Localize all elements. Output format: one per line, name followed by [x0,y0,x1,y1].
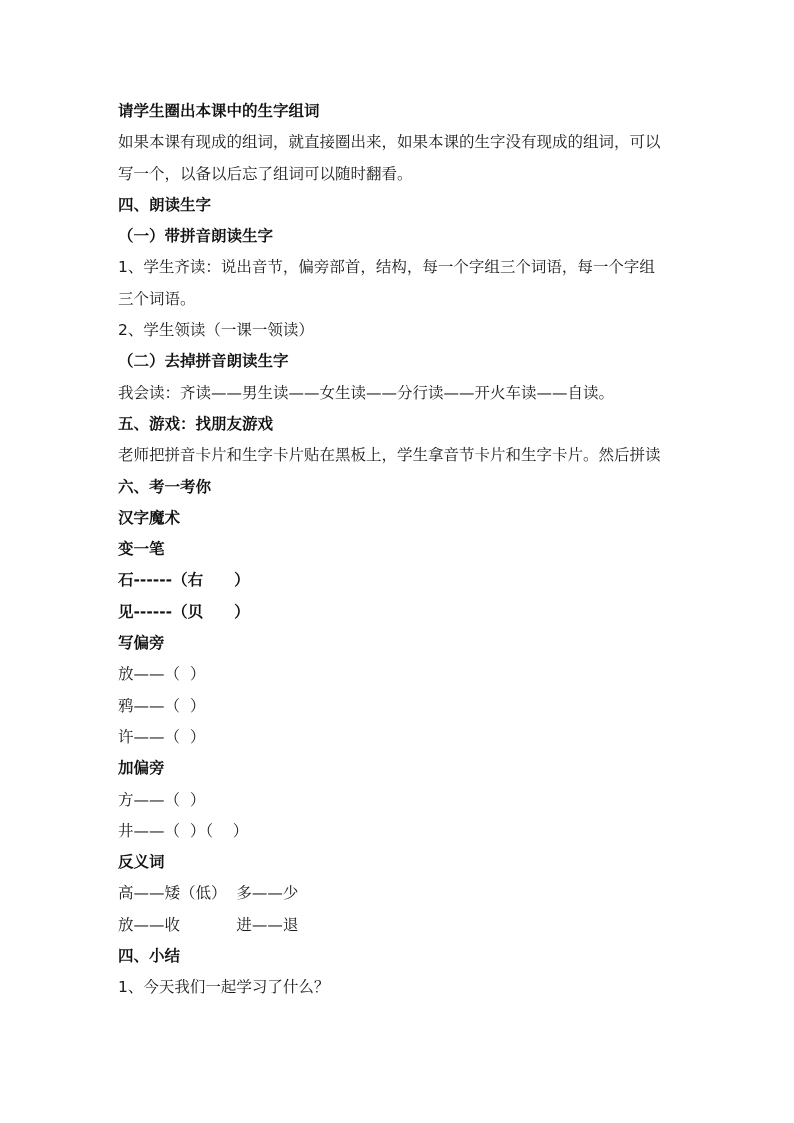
section-heading-game: 五、游戏：找朋友游戏 [118,414,274,433]
exercise-line: 井——（ ）（ ） [118,821,249,840]
exercise-line: 方——（ ） [118,790,206,809]
paragraph-line: 我会读：齐读——男生读——女生读——分行读——开火车读——自读。 [118,383,615,402]
heading-circle-words: 请学生圈出本课中的生字组词 [118,102,320,120]
subheading-with-pinyin: （一）带拼音朗读生字 [118,227,274,246]
exercise-line: 高——矮（低） 多——少 [118,884,299,903]
paragraph-line: 1、学生齐读：说出音节，偏旁部首，结构，每一个字组三个词语，每一个字组 [118,258,655,277]
exercise-line: 放——收 进——退 [118,915,299,934]
document-body [118,96,678,1004]
paragraph-line: 三个词语。 [118,289,196,308]
exercise-line: 石------（右 ） [118,571,250,590]
exercise-line: 许——（ ） [118,727,206,746]
subheading-without-pinyin: （二）去掉拼音朗读生字 [118,352,289,371]
subheading-antonyms: 反义词 [118,853,165,872]
subheading-magic: 汉字魔术 [118,508,181,527]
paragraph-line: 2、学生领读（一课一领读） [118,321,314,340]
subheading-write-radical: 写偏旁 [118,634,165,653]
paragraph-line: 老师把拼音卡片和生字卡片贴在黑板上，学生拿音节卡片和生字卡片。然后拼读 [118,446,661,465]
section-heading-test: 六、考一考你 [118,477,212,496]
paragraph-line: 写一个，以备以后忘了组词可以随时翻看。 [118,164,413,183]
exercise-line: 见------（贝 ） [118,602,250,621]
subheading-add-radical: 加偏旁 [118,759,165,778]
subheading-change-stroke: 变一笔 [118,540,165,559]
exercise-line: 鸦——（ ） [118,696,206,715]
paragraph-line: 1、今天我们一起学习了什么？ [118,978,330,997]
exercise-line: 放——（ ） [118,665,206,684]
paragraph-line: 如果本课有现成的组词，就直接圈出来，如果本课的生字没有现成的组词，可以 [118,133,661,152]
section-heading-read: 四、朗读生字 [118,195,212,214]
section-heading-summary: 四、小结 [118,947,181,966]
